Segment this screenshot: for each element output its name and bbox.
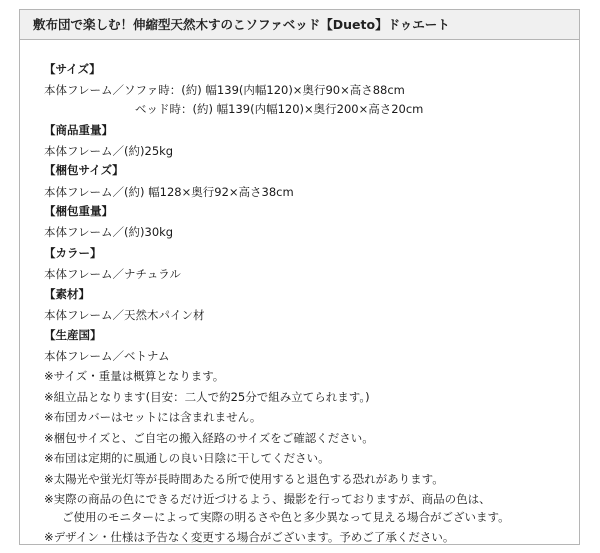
note-item: ※サイズ・重量は概算となります。 <box>44 369 225 383</box>
note-item-continued: ご使用のモニターによって実際の明るさや色と多少異なって見える場合がございます。 <box>62 510 510 524</box>
note-item: ※梱包サイズと、ご自宅の搬入経路のサイズをご確認ください。 <box>44 431 374 445</box>
weight-value: 本体フレーム／(約)25kg <box>44 144 174 158</box>
size-heading: 【サイズ】 <box>44 62 101 76</box>
origin-heading: 【生産国】 <box>44 328 102 342</box>
package-weight-value: 本体フレーム／(約)30kg <box>44 225 174 239</box>
package-weight-heading: 【梱包重量】 <box>44 204 113 218</box>
note-item: ※布団は定期的に風通しの良い日陰に干してください。 <box>44 451 330 465</box>
package-size-heading: 【梱包サイズ】 <box>44 163 124 177</box>
page-title: 敷布団で楽しむ！伸縮型天然木すのこソファベッド【Dueto】ドゥエート <box>20 10 579 40</box>
color-value: 本体フレーム／ナチュラル <box>44 267 181 281</box>
spec-panel <box>19 9 580 545</box>
note-item: ※組立品となります(目安：二人で約25分で組み立てられます。) <box>44 390 370 404</box>
material-heading: 【素材】 <box>44 287 90 301</box>
note-item: ※実際の商品の色にできるだけ近づけるよう、撮影を行っておりますが、商品の色は、 <box>44 492 491 506</box>
weight-heading: 【商品重量】 <box>44 123 113 137</box>
color-heading: 【カラー】 <box>44 246 102 260</box>
note-item: ※デザイン・仕様は予告なく変更する場合がございます。予めご了承ください。 <box>44 530 455 544</box>
origin-value: 本体フレーム／ベトナム <box>44 349 170 363</box>
note-item: ※布団カバーはセットには含まれません。 <box>44 410 262 424</box>
size-sofa: 本体フレーム／ソファ時：(約) 幅139(内幅120)×奥行90×高さ88cm <box>44 83 405 97</box>
package-size-value: 本体フレーム／(約) 幅128×奥行92×高さ38cm <box>44 185 294 199</box>
size-bed: ベッド時：(約) 幅139(内幅120)×奥行200×高さ20cm <box>135 102 424 116</box>
note-item: ※太陽光や蛍光灯等が長時間あたる所で使用すると退色する恐れがあります。 <box>44 472 444 486</box>
material-value: 本体フレーム／天然木パイン材 <box>44 308 205 322</box>
